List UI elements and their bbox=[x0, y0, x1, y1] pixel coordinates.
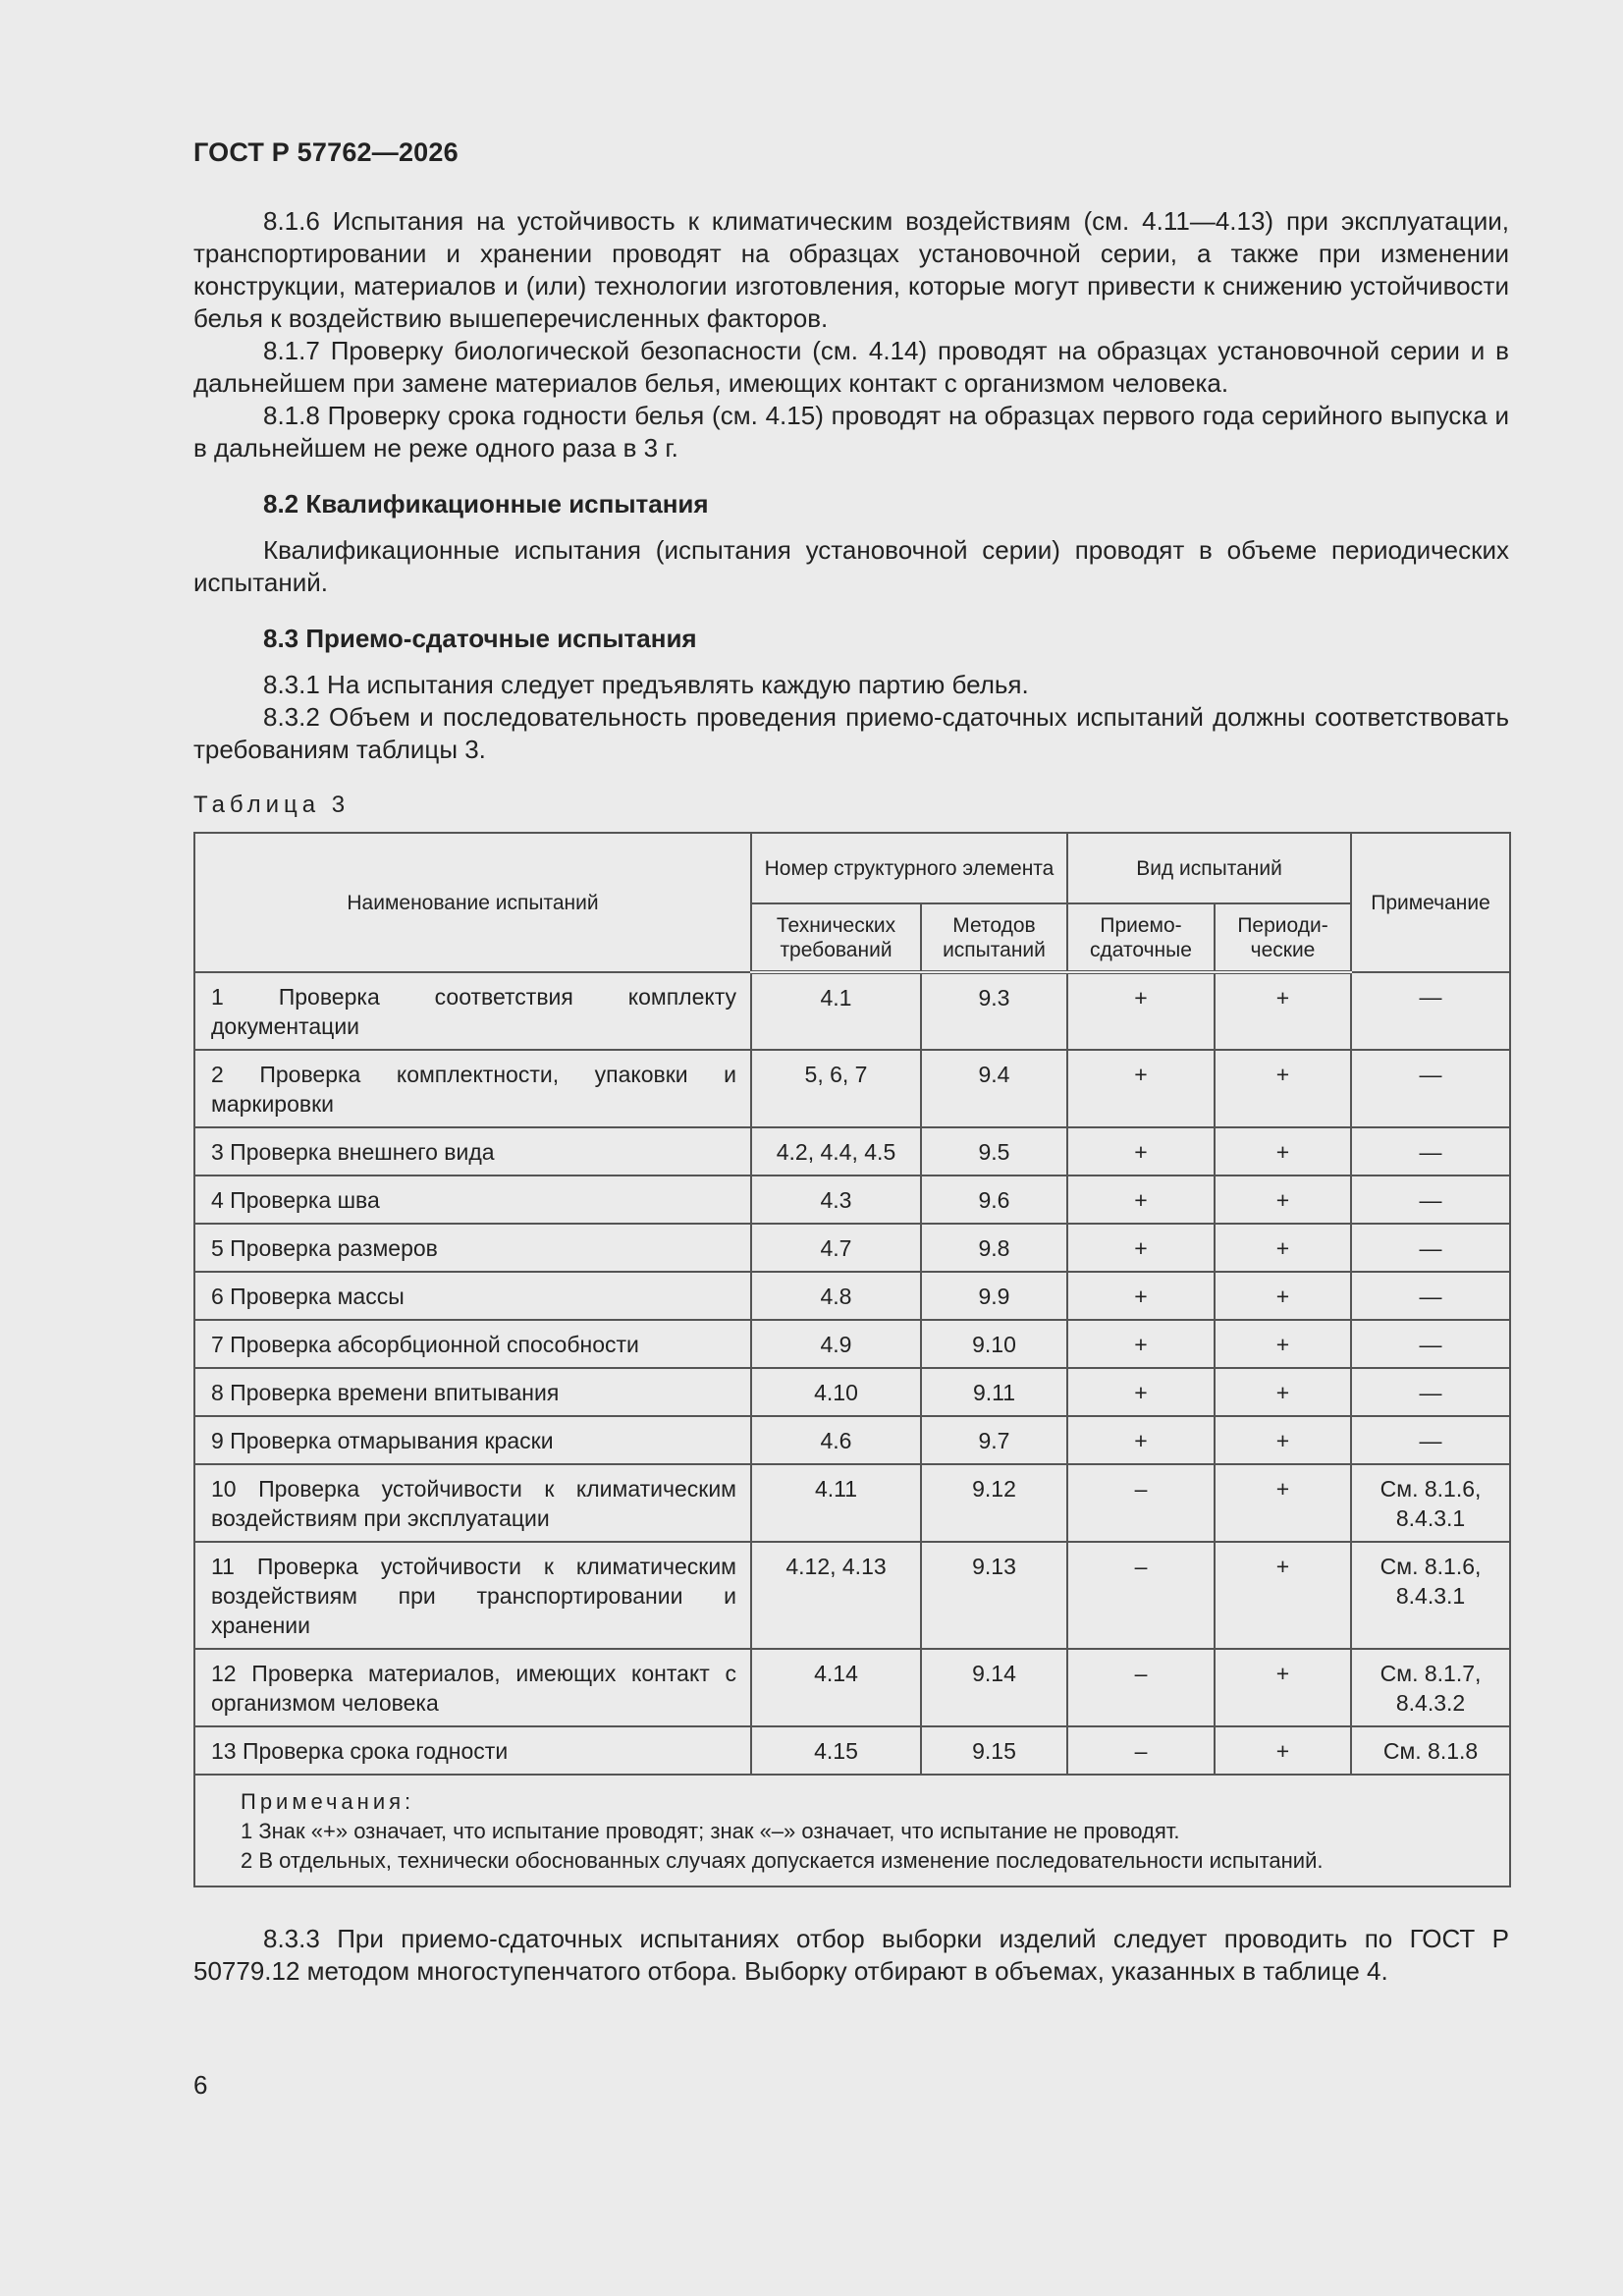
table-row bbox=[194, 1542, 1510, 1649]
test-method-cell: 9.6 bbox=[921, 1175, 1067, 1224]
periodic-cell: + bbox=[1215, 972, 1351, 1050]
acceptance-cell: – bbox=[1067, 1726, 1215, 1775]
table-row bbox=[194, 1224, 1510, 1272]
test-name-cell: 5 Проверка размеров bbox=[194, 1224, 751, 1272]
note-cell: См. 8.1.8 bbox=[1351, 1726, 1510, 1775]
acceptance-cell: + bbox=[1067, 1320, 1215, 1368]
test-name-cell: 11 Проверка устойчивости к климатическим воздействиям при транспортировании и хранении bbox=[194, 1542, 751, 1649]
note-cell: — bbox=[1351, 1368, 1510, 1416]
note-item: 2 В отдельных, технически обоснованных случаях допускается изменение последовательности испытаний. bbox=[241, 1848, 1324, 1873]
test-name-cell: 9 Проверка отмарывания краски bbox=[194, 1416, 751, 1464]
paragraph-8-1-7: 8.1.7 Проверку биологической безопасности (см. 4.14) проводят на образцах установочной серии и в дальнейшем при замене материалов белья, имеющих контакт с организмом человека. bbox=[193, 336, 1509, 398]
acceptance-cell: + bbox=[1067, 1127, 1215, 1175]
test-name-cell: 3 Проверка внешнего вида bbox=[194, 1127, 751, 1175]
paragraph-8-3-3: 8.3.3 При приемо-сдаточных испытаниях отбор выборки изделий следует проводить по ГОСТ Р 50779.12 методом многоступенчатого отбора. Выборку отбирают в объемах, указанных в таблице 4. bbox=[193, 1924, 1509, 1986]
acceptance-cell: + bbox=[1067, 1175, 1215, 1224]
paragraph-8-2: Квалификационные испытания (испытания установочной серии) проводят в объеме периодических испытаний. bbox=[193, 535, 1509, 597]
periodic-cell: + bbox=[1215, 1320, 1351, 1368]
periodic-cell: + bbox=[1215, 1272, 1351, 1320]
table-row bbox=[194, 1175, 1510, 1224]
acceptance-cell: + bbox=[1067, 1050, 1215, 1127]
periodic-cell: + bbox=[1215, 1050, 1351, 1127]
table-row bbox=[194, 1416, 1510, 1464]
tech-requirement-cell: 4.8 bbox=[751, 1272, 921, 1320]
note-cell: См. 8.1.6, 8.4.3.1 bbox=[1351, 1464, 1510, 1542]
test-name-cell: 7 Проверка абсорбционной способности bbox=[194, 1320, 751, 1368]
test-method-cell: 9.14 bbox=[921, 1649, 1067, 1726]
paragraph-8-3-2: 8.3.2 Объем и последовательность проведения приемо-сдаточных испытаний должны соответствовать требованиям таблицы 3. bbox=[193, 702, 1509, 764]
note-cell: — bbox=[1351, 1320, 1510, 1368]
header-test-methods: Методов испытаний bbox=[921, 903, 1067, 972]
table-row bbox=[194, 1050, 1510, 1127]
document-page bbox=[193, 137, 1509, 1988]
tests-table bbox=[193, 832, 1511, 1887]
table-row bbox=[194, 1368, 1510, 1416]
test-method-cell: 9.10 bbox=[921, 1320, 1067, 1368]
test-method-cell: 9.8 bbox=[921, 1224, 1067, 1272]
table-row bbox=[194, 1127, 1510, 1175]
test-method-cell: 9.4 bbox=[921, 1050, 1067, 1127]
header-structural-element: Номер структурного элемента bbox=[751, 833, 1067, 903]
note-cell: — bbox=[1351, 1272, 1510, 1320]
paragraph-8-3-1: 8.3.1 На испытания следует предъявлять каждую партию белья. bbox=[263, 670, 1029, 699]
table-row bbox=[194, 972, 1510, 1050]
test-name-cell: 8 Проверка времени впитывания bbox=[194, 1368, 751, 1416]
periodic-cell: + bbox=[1215, 1127, 1351, 1175]
header-acceptance: Приемо-сдаточные bbox=[1067, 903, 1215, 972]
periodic-cell: + bbox=[1215, 1649, 1351, 1726]
tech-requirement-cell: 4.2, 4.4, 4.5 bbox=[751, 1127, 921, 1175]
acceptance-cell: + bbox=[1067, 1272, 1215, 1320]
table-notes bbox=[194, 1775, 1510, 1886]
table-row bbox=[194, 1649, 1510, 1726]
notes-title: Примечания: bbox=[241, 1789, 415, 1814]
note-item: 1 Знак «+» означает, что испытание проводят; знак «–» означает, что испытание не проводят. bbox=[241, 1819, 1180, 1843]
test-name-cell: 13 Проверка срока годности bbox=[194, 1726, 751, 1775]
header-test-type: Вид испытаний bbox=[1067, 833, 1351, 903]
document-header: ГОСТ Р 57762—2026 bbox=[193, 137, 459, 167]
header-note: Примечание bbox=[1351, 833, 1510, 972]
note-cell: — bbox=[1351, 1224, 1510, 1272]
note-cell: — bbox=[1351, 1127, 1510, 1175]
table-caption: Таблица 3 bbox=[193, 792, 351, 818]
note-cell: — bbox=[1351, 1050, 1510, 1127]
note-cell: — bbox=[1351, 972, 1510, 1050]
acceptance-cell: + bbox=[1067, 1224, 1215, 1272]
periodic-cell: + bbox=[1215, 1416, 1351, 1464]
test-name-cell: 10 Проверка устойчивости к климатическим воздействиям при эксплуатации bbox=[194, 1464, 751, 1542]
periodic-cell: + bbox=[1215, 1368, 1351, 1416]
acceptance-cell: – bbox=[1067, 1649, 1215, 1726]
tech-requirement-cell: 4.14 bbox=[751, 1649, 921, 1726]
tech-requirement-cell: 4.6 bbox=[751, 1416, 921, 1464]
header-test-name: Наименование испытаний bbox=[194, 833, 751, 972]
acceptance-cell: + bbox=[1067, 1416, 1215, 1464]
acceptance-cell: + bbox=[1067, 1368, 1215, 1416]
header-tech-requirements: Технических требований bbox=[751, 903, 921, 972]
table-row bbox=[194, 1320, 1510, 1368]
tech-requirement-cell: 4.15 bbox=[751, 1726, 921, 1775]
test-method-cell: 9.15 bbox=[921, 1726, 1067, 1775]
table-row bbox=[194, 1272, 1510, 1320]
note-cell: — bbox=[1351, 1416, 1510, 1464]
periodic-cell: + bbox=[1215, 1726, 1351, 1775]
tech-requirement-cell: 4.1 bbox=[751, 972, 921, 1050]
acceptance-cell: + bbox=[1067, 972, 1215, 1050]
test-method-cell: 9.12 bbox=[921, 1464, 1067, 1542]
test-name-cell: 4 Проверка шва bbox=[194, 1175, 751, 1224]
test-method-cell: 9.5 bbox=[921, 1127, 1067, 1175]
acceptance-cell: – bbox=[1067, 1542, 1215, 1649]
periodic-cell: + bbox=[1215, 1464, 1351, 1542]
table-row bbox=[194, 1726, 1510, 1775]
paragraph-8-1-8: 8.1.8 Проверку срока годности белья (см. 4.15) проводят на образцах первого года серийного выпуска и в дальнейшем не реже одного раза в 3 г. bbox=[193, 401, 1509, 463]
periodic-cell: + bbox=[1215, 1542, 1351, 1649]
periodic-cell: + bbox=[1215, 1175, 1351, 1224]
tech-requirement-cell: 4.12, 4.13 bbox=[751, 1542, 921, 1649]
tech-requirement-cell: 4.11 bbox=[751, 1464, 921, 1542]
test-name-cell: 2 Проверка комплектности, упаковки и маркировки bbox=[194, 1050, 751, 1127]
tech-requirement-cell: 4.10 bbox=[751, 1368, 921, 1416]
table-row bbox=[194, 1464, 1510, 1542]
page-number: 6 bbox=[193, 2070, 208, 2100]
note-cell: См. 8.1.7, 8.4.3.2 bbox=[1351, 1649, 1510, 1726]
tech-requirement-cell: 4.7 bbox=[751, 1224, 921, 1272]
header-periodic: Периоди-ческие bbox=[1215, 903, 1351, 972]
section-heading-8-3: 8.3 Приемо-сдаточные испытания bbox=[263, 624, 697, 653]
test-name-cell: 1 Проверка соответствия комплекту документации bbox=[194, 972, 751, 1050]
tech-requirement-cell: 4.3 bbox=[751, 1175, 921, 1224]
test-method-cell: 9.9 bbox=[921, 1272, 1067, 1320]
table-body bbox=[194, 972, 1510, 1775]
test-method-cell: 9.7 bbox=[921, 1416, 1067, 1464]
paragraph-8-1-6: 8.1.6 Испытания на устойчивость к климатическим воздействиям (см. 4.11—4.13) при эксплуатации, транспортировании и хранении проводят на образцах установочной серии, а также при изменении конструкции, материалов и (или) технологии изготовления, которые могут привести к снижению устойчивости белья к воздействию вышеперечисленных факторов. bbox=[193, 206, 1509, 333]
tech-requirement-cell: 4.9 bbox=[751, 1320, 921, 1368]
note-cell: См. 8.1.6, 8.4.3.1 bbox=[1351, 1542, 1510, 1649]
acceptance-cell: – bbox=[1067, 1464, 1215, 1542]
test-method-cell: 9.11 bbox=[921, 1368, 1067, 1416]
test-method-cell: 9.13 bbox=[921, 1542, 1067, 1649]
section-heading-8-2: 8.2 Квалификационные испытания bbox=[263, 489, 709, 519]
tech-requirement-cell: 5, 6, 7 bbox=[751, 1050, 921, 1127]
test-method-cell: 9.3 bbox=[921, 972, 1067, 1050]
note-cell: — bbox=[1351, 1175, 1510, 1224]
test-name-cell: 12 Проверка материалов, имеющих контакт с организмом человека bbox=[194, 1649, 751, 1726]
test-name-cell: 6 Проверка массы bbox=[194, 1272, 751, 1320]
periodic-cell: + bbox=[1215, 1224, 1351, 1272]
